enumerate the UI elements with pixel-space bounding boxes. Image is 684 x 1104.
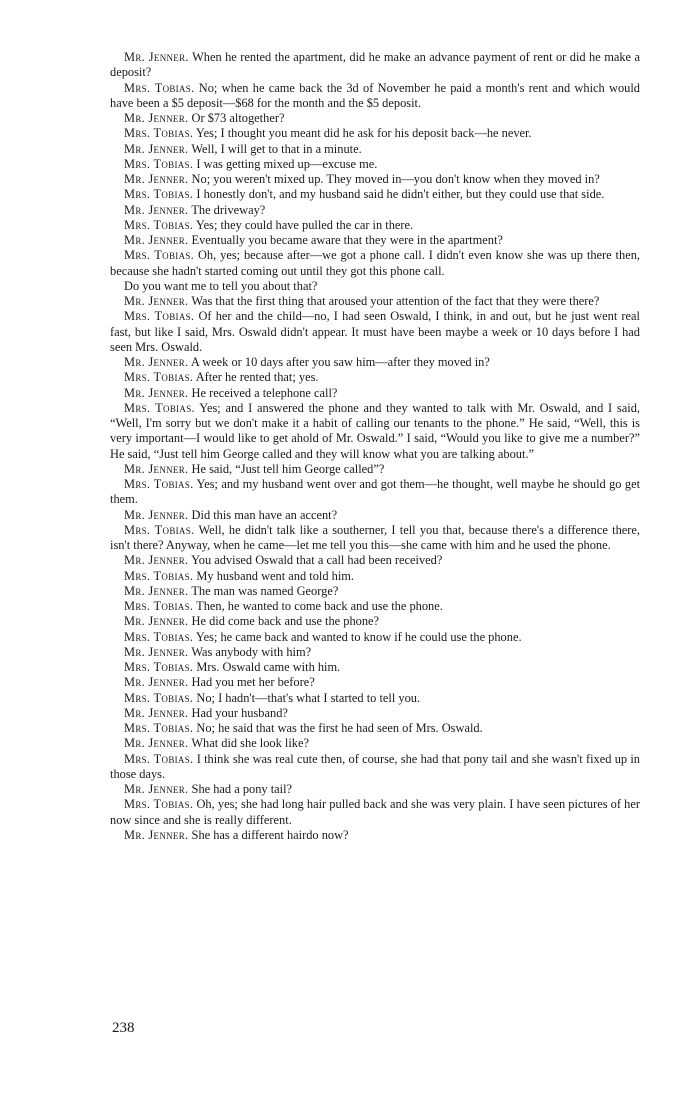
spoken-text: When he rented the apartment, did he make an advance payment of rent or did he make a deposit? [110, 50, 641, 80]
spoken-text: She had a pony tail? [191, 782, 293, 796]
speaker-name: Mrs. Tobias. [124, 309, 195, 324]
speaker-name: Mrs. Tobias. [124, 721, 194, 735]
spoken-text: Do you want me to tell you about that? [124, 278, 318, 293]
spoken-text: He said, “Just tell him George called”? [191, 461, 385, 476]
speaker-name: Mr. Jenner. [124, 141, 189, 156]
spoken-text: Did this man have an accent? [191, 507, 338, 522]
speaker-name: Mr. Jenner. [124, 553, 189, 568]
testimony-paragraph [110, 660, 640, 675]
spoken-text: She has a different hairdo now? [191, 827, 349, 842]
spoken-text: No; he said that was the first he had seen of Mrs. Oswald. [196, 721, 483, 735]
speaker-name: Mrs. Tobias. [124, 522, 195, 537]
testimony-paragraph [110, 294, 640, 309]
testimony-text [110, 50, 640, 843]
spoken-text: You advised Oswald that a call had been received? [191, 553, 443, 568]
spoken-text: After he rented that; yes. [195, 370, 319, 385]
testimony-paragraph [110, 782, 640, 797]
spoken-text: I honestly don't, and my husband said he didn't either, but they could use that side. [196, 187, 605, 202]
speaker-name: Mrs. Tobias. [124, 751, 194, 766]
speaker-name: Mr. Jenner. [124, 461, 189, 476]
testimony-paragraph [110, 462, 640, 477]
testimony-paragraph [110, 721, 640, 736]
speaker-name: Mr. Jenner. [124, 50, 189, 64]
testimony-paragraph [110, 111, 640, 126]
speaker-name: Mr. Jenner. [124, 705, 189, 720]
testimony-paragraph [110, 157, 640, 172]
testimony-paragraph [110, 736, 640, 751]
spoken-text: No; when he came back the 3d of November he paid a month's rent and which would have been a $5 deposit—$68 for the month and the $5 deposit. [110, 80, 640, 110]
spoken-text: Or $73 altogether? [191, 111, 285, 125]
testimony-paragraph [110, 370, 640, 385]
testimony-paragraph [110, 569, 640, 584]
spoken-text: Well, I will get to that in a minute. [191, 141, 362, 156]
testimony-paragraph [110, 187, 640, 202]
speaker-name: Mr. Jenner. [124, 385, 189, 400]
testimony-paragraph [110, 309, 640, 355]
spoken-text: He did come back and use the phone? [191, 614, 380, 629]
speaker-name: Mrs. Tobias. [124, 370, 194, 385]
speaker-name: Mr. Jenner. [124, 507, 189, 522]
spoken-text: Eventually you became aware that they were in the apartment? [191, 233, 503, 247]
speaker-name: Mrs. Tobias. [124, 690, 194, 705]
spoken-text: A week or 10 days after you saw him—after they moved in? [190, 355, 490, 369]
speaker-name: Mrs. Tobias. [124, 80, 195, 95]
speaker-name: Mr. Jenner. [124, 675, 189, 690]
testimony-paragraph [110, 248, 640, 279]
spoken-text: What did she look like? [191, 736, 309, 751]
speaker-name: Mr. Jenner. [124, 736, 189, 751]
speaker-name: Mr. Jenner. [124, 827, 189, 842]
speaker-name: Mrs. Tobias. [124, 568, 194, 583]
spoken-text: No; I hadn't—that's what I started to tell you. [196, 690, 421, 705]
testimony-paragraph [110, 355, 640, 370]
speaker-name: Mr. Jenner. [124, 644, 189, 659]
testimony-paragraph [110, 172, 640, 187]
testimony-paragraph [110, 553, 640, 568]
testimony-paragraph [110, 477, 640, 508]
speaker-name: Mr. Jenner. [124, 782, 189, 796]
spoken-text: Yes; and I answered the phone and they wanted to talk with Mr. Oswald, and I said, “Well, I'm sorry but we don't make it a habit of calling our tenants to the phone.” He said, “Well, this is very important—I would like to get ahold of Mr. Oswald.” I said, “Would you like to give me a number?” He said, “Just tell him George called and they will know what you are talking about.” [110, 400, 640, 461]
speaker-name: Mr. Jenner. [124, 111, 189, 125]
speaker-name: Mrs. Tobias. [124, 797, 194, 812]
testimony-paragraph [110, 691, 640, 706]
testimony-paragraph [110, 81, 640, 112]
testimony-paragraph [110, 50, 640, 81]
testimony-paragraph [110, 233, 640, 248]
testimony-paragraph [110, 126, 640, 141]
speaker-name: Mr. Jenner. [124, 583, 189, 598]
testimony-paragraph [110, 630, 640, 645]
spoken-text: Yes; I thought you meant did he ask for his deposit back—he never. [195, 126, 532, 141]
speaker-name: Mrs. Tobias. [124, 477, 194, 491]
spoken-text: Was anybody with him? [191, 644, 312, 659]
testimony-paragraph [110, 279, 640, 294]
speaker-name: Mr. Jenner. [124, 172, 189, 186]
speaker-name: Mr. Jenner. [124, 355, 189, 369]
testimony-paragraph [110, 584, 640, 599]
spoken-text: Yes; and my husband went over and got them—he thought, well maybe he should go get them. [110, 477, 641, 507]
spoken-text: I was getting mixed up—excuse me. [196, 156, 378, 171]
speaker-name: Mrs. Tobias. [124, 156, 194, 171]
speaker-name: Mrs. Tobias. [124, 217, 194, 232]
spoken-text: Then, he wanted to come back and use the phone. [196, 599, 443, 613]
spoken-text: The driveway? [191, 202, 266, 217]
speaker-name: Mrs. Tobias. [124, 187, 194, 202]
speaker-name: Mrs. Tobias. [124, 629, 194, 644]
testimony-paragraph [110, 828, 640, 843]
testimony-paragraph [110, 752, 640, 783]
testimony-paragraph [110, 645, 640, 660]
speaker-name: Mr. Jenner. [124, 614, 189, 629]
spoken-text: Oh, yes; she had long hair pulled back and she was very plain. I have seen pictures of her now since and she is really different. [110, 797, 640, 827]
speaker-name: Mrs. Tobias. [124, 248, 195, 263]
testimony-paragraph [110, 218, 640, 233]
testimony-paragraph [110, 523, 640, 554]
spoken-text: No; you weren't mixed up. They moved in—you don't know when they moved in? [191, 172, 600, 186]
testimony-paragraph [110, 797, 640, 828]
speaker-name: Mr. Jenner. [124, 202, 189, 217]
testimony-paragraph [110, 508, 640, 523]
spoken-text: Yes; they could have pulled the car in there. [195, 217, 414, 232]
testimony-paragraph [110, 401, 640, 462]
testimony-paragraph [110, 706, 640, 721]
spoken-text: My husband went and told him. [196, 568, 355, 583]
spoken-text: The man was named George? [191, 583, 339, 598]
spoken-text: Yes; he came back and wanted to know if he could use the phone. [195, 629, 522, 644]
spoken-text: He received a telephone call? [191, 385, 338, 400]
speaker-name: Mr. Jenner. [124, 233, 189, 247]
testimony-paragraph [110, 386, 640, 401]
testimony-paragraph [110, 614, 640, 629]
spoken-text: Of her and the child—no, I had seen Oswald, I think, in and out, but he just went real fast, but like I said, Mrs. Oswald didn't appear. It must have been maybe a week or 10 days before I had seen Mrs. Oswald. [110, 309, 640, 354]
spoken-text: Had you met her before? [191, 675, 315, 690]
testimony-paragraph [110, 599, 640, 614]
page-number: 238 [112, 1020, 135, 1036]
testimony-paragraph [110, 142, 640, 157]
spoken-text: I think she was real cute then, of course, she had that pony tail and she wasn't fixed up in those days. [110, 751, 640, 781]
spoken-text: Well, he didn't talk like a southerner, I tell you that, because there's a difference there, isn't there? Anyway, when he came—let me tell you this—she came with him and he used the phone. [110, 522, 640, 552]
testimony-paragraph [110, 203, 640, 218]
speaker-name: Mrs. Tobias. [124, 126, 194, 141]
testimony-paragraph [110, 675, 640, 690]
speaker-name: Mrs. Tobias. [124, 400, 195, 415]
speaker-name: Mrs. Tobias. [124, 660, 194, 674]
spoken-text: Oh, yes; because after—we got a phone call. I didn't even know she was up there then, because she hadn't started coming out until they got this phone call. [110, 248, 640, 278]
speaker-name: Mr. Jenner. [124, 294, 189, 308]
spoken-text: Mrs. Oswald came with him. [196, 660, 341, 674]
spoken-text: Had your husband? [191, 705, 288, 720]
speaker-name: Mrs. Tobias. [124, 599, 194, 613]
spoken-text: Was that the first thing that aroused your attention of the fact that they were there? [191, 294, 600, 308]
